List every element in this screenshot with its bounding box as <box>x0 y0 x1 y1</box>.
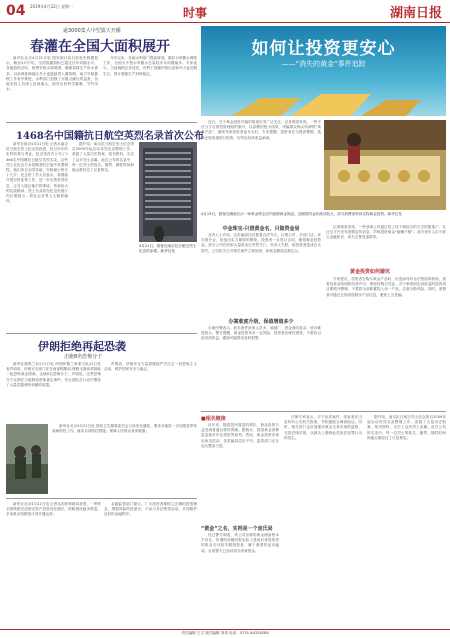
issue-date: 2019年4月22日 星期一 <box>30 4 74 9</box>
brief-left: 新华社北京4月21日电 记者从国家铁路局获悉，一季度全国铁路完成固定资产投资同比增长，铁路建设稳步推进，多条重点线路按计划开通运营。 <box>6 502 101 517</box>
article1-body-left: 新华社北京4月21日电 国家统计局日前发布数据显示，截至4月中旬，全国春灌面积已超过往年同期水平。各地抢抓农时，统筹安排水源调度，确保春耕生产用水需求。目前黄淮海地区冬小麦陆续进入灌浆期，南方早稻插秧工作有序推进，水利部门加强了对重点灌区的巡查，各地农技人员深入田间地头，指导农民科学灌溉、节约用水。 <box>6 56 98 92</box>
article1-body-right: 今年以来，各地水利部门提前谋划，做好水库蓄水调度工作，全国大中型水库蓄水总量较多年同期偏多。专家表示，当前墒情总体适宜，有利于春播作物出苗和冬小麦后期生长，预计夏粮生产形势稳定。 <box>103 56 197 76</box>
article3-body-2: 声明说，伊朗安全力量将继续严厉打击一切恐怖主义活动，维护国家安全与稳定。 <box>104 362 197 372</box>
masthead-logo: 湖南日报 <box>390 6 443 21</box>
lower-col1: 近年来，随着居民财富的增长，黄金投资日益受到普通百姓的青睐。据统计，我国黄金消费量连续多年位居世界前列。然而，黄金投资市场也鱼龙混杂，各类骗局层出不穷，监管部门正在加大整治力度。 <box>201 423 279 448</box>
brief-right: 金融监管部门提示，广大投资者要树立正确的投资理念，增强风险防范意识，不参与非法集资活动，共同维护良好的金融秩序。 <box>104 502 197 517</box>
feature-intro: 近日，关于黄金投资诈骗的报道引发广泛关注。记者调查发现，一些不法分子打着投资理财的旗号，以高额回报为诱饵，诱骗群众购买所谓的“黄金产品”，最终导致投资者血本无归。专家提醒，投资者应当提高警惕，选择正规渠道进行投资，切勿轻信高收益承诺。 <box>201 120 321 140</box>
iran-photo-graphic <box>6 424 48 494</box>
feature-subhead-2: 办案难度升级，保值增值多少 <box>228 319 294 325</box>
divider <box>6 498 197 499</box>
divider <box>6 333 197 334</box>
feature-sub2-body: 办案民警表示，此类案件涉案人员多、地域广、资金流向复杂，侦办难度较大。警方提醒，黄金投资具有一定风险，投资者应理性看待，不要盲目追求高收益，遇到可疑情况及时报警。 <box>201 326 321 341</box>
iran-photo <box>6 424 48 494</box>
lower-col3: 法律专家表示，对于此类案件，受害者应当及时向公安机关报案，并积极配合调查取证。同时，相关部门也应加强对黄金交易市场的监管，完善法律法规，从源头上遏制此类违法犯罪行为的发生。 <box>284 415 362 440</box>
page-header <box>0 0 450 23</box>
feature-subtitle: ——“消失的黄金”事件追踪 <box>281 60 366 68</box>
gold-bars-graphic <box>201 76 446 116</box>
divider <box>6 122 197 123</box>
gold-store-photo <box>324 120 446 210</box>
divider <box>201 411 446 412</box>
article2-title[interactable]: 1468名中国籍抗日航空英烈名录首次公布 <box>16 131 204 142</box>
feature-sub1-body: 业内人士介绍，这类骗局往往披着合法外衣，注册公司、开设门店、举办推介会，营造出实力雄厚的假象。投资者一旦签订合同，便很难追回资金。部分公司在收取大量资金后突然关门，负责人失联，给投资者造成巨大损失。公安机关已对相关案件立案侦查，涉案金额高达数亿元。 <box>201 233 321 253</box>
feature-box-body: 专家建议，投资者在购买黄金产品时，应选择具有合法资质的机构，查看其营业执照和经营许可，保留好购买凭证。对于承诺固定高收益的投资项目要格外警惕，不要将全部积蓄投入单一产品，注意分散风险。同时，消费者可通过正规渠道核实产品信息，避免上当受骗。 <box>326 277 446 297</box>
feature-box-head: 黄金投资如何避坑 <box>350 269 391 275</box>
feature-banner <box>201 26 446 116</box>
article1-kicker: 逾3000集大中型露天开播 <box>63 28 121 34</box>
feature-subhead-1: 中金珠宝-只借黄金名，只做资金局 <box>222 226 300 232</box>
page-number: 04 <box>6 3 26 19</box>
article2-body: 新华社南京4月21日电 记者从南京抗日航空烈士纪念馆获悉，经过多年的史料收集与考证，纪念馆首次公布了1468名中国籍抗日航空英烈名录，这些烈士在抗击日本侵略者的空战中英勇牺牲。他们来自全国各地，年龄最小的仅十几岁。纪念馆工作人员表示，将继续开展史料征集工作，进一步完善英烈信息，让后人铭记他们的事迹，传承伟大的抗战精神。烈士名录将在纪念馆展厅内长期展示，供社会各界人士瞻仰缅怀。 <box>6 142 68 204</box>
article3-title[interactable]: 伊朗拒绝再起恐袭 <box>38 340 126 353</box>
page-footer: 责任编辑 王文 版式编辑 刘伟 电话：0731-84326288 <box>0 629 450 638</box>
lower-col2: 经过警方调查，该公司宣称的黄金储备根本不存在，所谓的高额回报实际上是用后来投资者的资金支付给早期投资者，属于典型的庞氏骗局。目前警方已冻结部分涉案资金。 <box>201 533 279 553</box>
lower-col4: 据介绍，南京抗日航空烈士纪念馆自2009年起启动英烈名录整理工作，查阅了大量历史档案、报刊资料，走访了众多烈士亲属。此次公布的名录中，每一位烈士的姓名、籍贯、牺牲时间和地点都经过了反复核实。 <box>367 415 446 440</box>
gold-store-graphic <box>324 120 446 210</box>
feature-title[interactable]: 如何让投资更安心 <box>251 39 396 59</box>
article3-extra: 新华社北京4月21日电 国家卫生健康委员会日前发布通知，要求各地进一步加强春季传染病防控工作，落实各项防控措施，保障人民群众身体健康。 <box>52 424 197 434</box>
article3-body: 新华社德黑兰4月21日电 伊朗伊斯兰革命卫队21日发表声明说，伊朗安全部门在东南部锡斯坦-俾路支斯坦省挫败一起恐怖袭击图谋，击毙8名恐怖分子。声明说，这些恐怖分子企图在当地制造恐怖袭击事件，安全部队在行动中缴获了大量武器弹药和爆炸装置。 <box>6 362 101 387</box>
feature-right-body: 记者调查发现，一些涉事公司通过线上线下相结合的方式招揽客户，在社交平台发布虚假宣传信息，声称投资黄金“稳赚不赔”。部分老年人由于缺乏金融知识，成为主要受害群体。 <box>326 225 446 240</box>
lower-col2-head: “黄金”之名，实则是一个庞氏局 <box>201 526 273 532</box>
article2-caption: 4月21日，游客在南京抗日航空烈士纪念馆参观。新华社发 <box>139 244 197 253</box>
related-link-head: ■相关链接 <box>201 416 226 422</box>
article3-subtitle: 击毙8名恐怖分子 <box>64 354 103 360</box>
section-title: 时事 <box>183 6 208 20</box>
feature-photo-caption: 4月13日，游客在湖南长沙一家黄金珠宝店内选购黄金饰品。近期国内金价波动较大，部分消费者转向实物黄金投资。新华社发 <box>201 212 402 216</box>
article1-title[interactable]: 春灌在全国大面积展开 <box>30 39 170 55</box>
article2-body-2: 据介绍，南京抗日航空烈士纪念馆自2009年起启动英烈名录整理工作，查阅了大量历史档案、报刊资料，走访了众多烈士亲属。此次公布的名录中，每一位烈士的姓名、籍贯、牺牲时间和地点都经过了反复核实。 <box>72 142 134 173</box>
